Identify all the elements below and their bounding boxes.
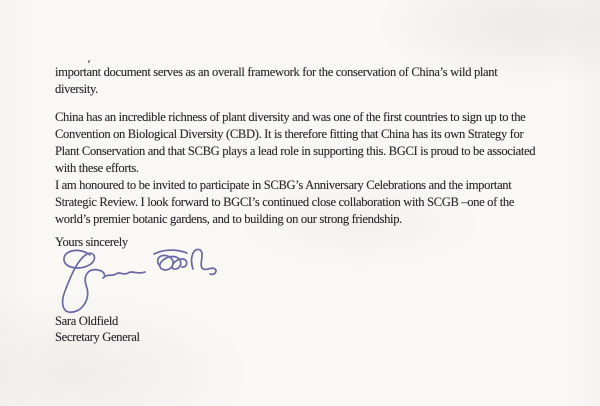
- paragraph-line: Convention on Biological Diversity (CBD). It is therefore fitting that China has its own Strategy for: [55, 127, 524, 141]
- sender-title: Secretary General: [55, 329, 140, 344]
- paragraph-line: I am honoured to be invited to participate in SCBG’s Anniversary Celebrations and the important: [55, 178, 512, 192]
- paragraph-line: with these efforts.: [55, 161, 139, 175]
- sender-block: [55, 314, 140, 345]
- closing-salutation: Yours sincerely: [55, 235, 128, 249]
- paragraph-line: China has an incredible richness of plant diversity and was one of the first countries to sign up to the: [55, 110, 526, 124]
- paragraph-line: important document serves as an overall framework for the conservation of China’s wild plant: [55, 65, 498, 79]
- paragraph-line: world’s premier botanic gardens, and to building on our strong friendship.: [55, 212, 402, 226]
- handwritten-signature: [50, 246, 225, 324]
- sender-name: Sara Oldfield: [55, 314, 118, 328]
- paragraph-1: [55, 64, 497, 98]
- paragraph-2: [55, 109, 535, 177]
- scan-artifact: [88, 60, 91, 63]
- paragraph-line: diversity.: [55, 82, 98, 96]
- paragraph-line: Strategic Review. I look forward to BGCI’s continued close collaboration with SCGB –one of the: [55, 195, 515, 209]
- paragraph-line: Plant Conservation and that SCBG plays a lead role in supporting this. BGCI is proud to be associated: [55, 144, 536, 158]
- paragraph-3: [55, 177, 514, 228]
